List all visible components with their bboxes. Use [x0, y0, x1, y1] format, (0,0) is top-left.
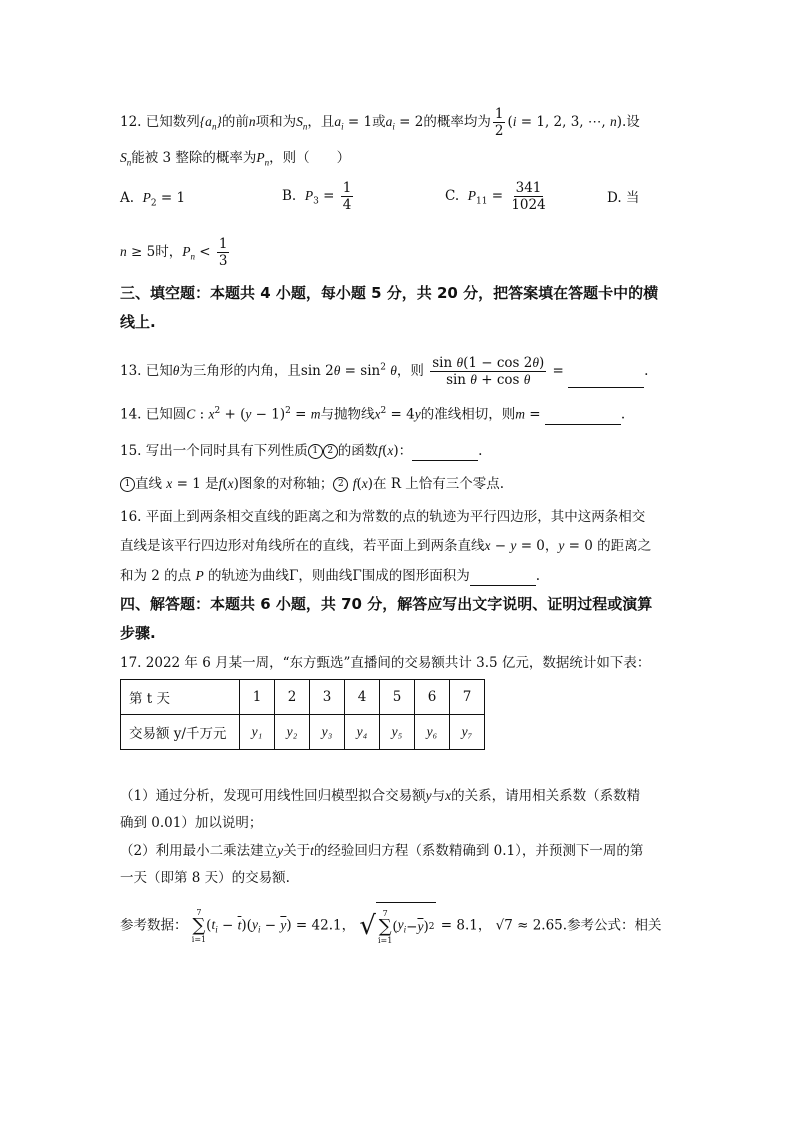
table-cell: 7 [450, 680, 485, 715]
q12-line1: 12. 已知数列$\{a_n\}$的前n项和为$S_n$，且$a_i = 1$或$a_i = 2$的概率均为 $\frac{1}{2}$ (i = 1, 2, 3, ⋯, n).设 [120, 106, 640, 139]
table-cell: 1 [240, 680, 275, 715]
q12-option-b[interactable]: B. $P_3$ = $\frac{1}{4}$ [282, 180, 352, 213]
table-cell: y₆ [415, 715, 450, 750]
section3-title: 三、填空题：本题共 4 小题，每小题 5 分，共 20 分，把答案填在答题卡中的横 [120, 284, 659, 302]
q16-answer-blank[interactable] [470, 565, 536, 586]
q12-option-a[interactable]: A. $P_2 = 1$ [120, 190, 186, 209]
table-cell: 5 [380, 680, 415, 715]
q17-intro: 17. 2022 年 6 月某一周，“东方甄选”直播间的交易额共计 3.5 亿元，数据统计如下表： [120, 655, 651, 671]
q17-data-table [120, 679, 485, 750]
q13-line: 13. 已知θ为三角形的内角，且$\sin 2\theta = \sin^2 \theta$，则 $\frac{\text{sin θ(1 − cos 2θ)}}{\text{sin θ + cos θ}}$ = . [120, 355, 649, 388]
q17-part2-line2: 一天（即第 8 天）的交易额. [120, 870, 290, 886]
table-cell: y₅ [380, 715, 415, 750]
q15-line1: 15. 写出一个同时具有下列性质 1 2 的函数f(x)： . [120, 440, 482, 461]
table-cell: y₃ [310, 715, 345, 750]
table-cell: 2 [275, 680, 310, 715]
q12-option-d-cont: n ≥ 5时，$P_n$ < $\frac{1}{3}$ [120, 236, 228, 269]
table-cell: 4 [345, 680, 380, 715]
q17-part2-line1: （2）利用最小二乘法建立y关于t的经验回归方程（系数精确到 0.1），并预测下一周的第 [120, 843, 644, 859]
q17-reference-data: 参考数据： 7 ∑ i=1 $(t_i - \overline{t})(y_i - \overline{y}) = 42.1$， √ 7 ∑ i=1 ( $y_i$ − $\overline{y}$ ) 2 = 8.1， √7 ≈ 2.65.参考公式：相关 [120, 902, 662, 950]
table-row [121, 715, 485, 750]
table-header-amount: 交易额 y/千万元 [121, 715, 240, 750]
q12-line2: $S_n$能被 3 整除的概率为$P_n$，则（ ） [120, 150, 351, 168]
q17-part1-line1: （1）通过分析，发现可用线性回归模型拟合交易额y与x的关系，请用相关系数（系数精 [120, 788, 641, 804]
q15-line2: 1 直线 x = 1 是f(x)图象的对称轴； 2 f(x)在 R 上恰有三个零点. [120, 474, 504, 494]
section4-title: 四、解答题：本题共 6 小题，共 70 分，解答应写出文字说明、证明过程或演算 [120, 595, 653, 613]
q16-line2: 直线是该平行四边形对角线所在的直线，若平面上到两条直线x − y = 0，y = 0 的距离之 [120, 538, 652, 554]
q12-option-c[interactable]: C. $P_{11}$ = $\frac{341}{1024}$ [445, 180, 546, 213]
section3-title-cont: 线上. [120, 313, 156, 331]
table-cell: 6 [415, 680, 450, 715]
q15-answer-blank[interactable] [412, 440, 478, 461]
q14-line: 14. 已知圆C : $x^2 + (y - 1)^2 = m$与抛物线$x^2 = 4y$的准线相切，则m = . [120, 401, 625, 425]
table-cell: y₄ [345, 715, 380, 750]
q14-answer-blank[interactable] [545, 404, 621, 425]
table-row [121, 680, 485, 715]
table-cell: y₇ [450, 715, 485, 750]
q13-answer-blank[interactable] [568, 367, 644, 388]
q12-option-d[interactable]: D. 当 [607, 190, 640, 206]
q17-part1-line2: 确到 0.01）加以说明； [120, 815, 263, 831]
q16-line3: 和为 2 的点 P 的轨迹为曲线Γ，则曲线Γ围成的图形面积为 . [120, 565, 540, 586]
section4-title-cont: 步骤. [120, 624, 156, 642]
table-cell: 3 [310, 680, 345, 715]
table-cell: y₂ [275, 715, 310, 750]
table-header-day: 第 t 天 [121, 680, 240, 715]
table-cell: y₁ [240, 715, 275, 750]
q16-line1: 16. 平面上到两条相交直线的距离之和为常数的点的轨迹为平行四边形，其中这两条相交 [120, 509, 646, 525]
